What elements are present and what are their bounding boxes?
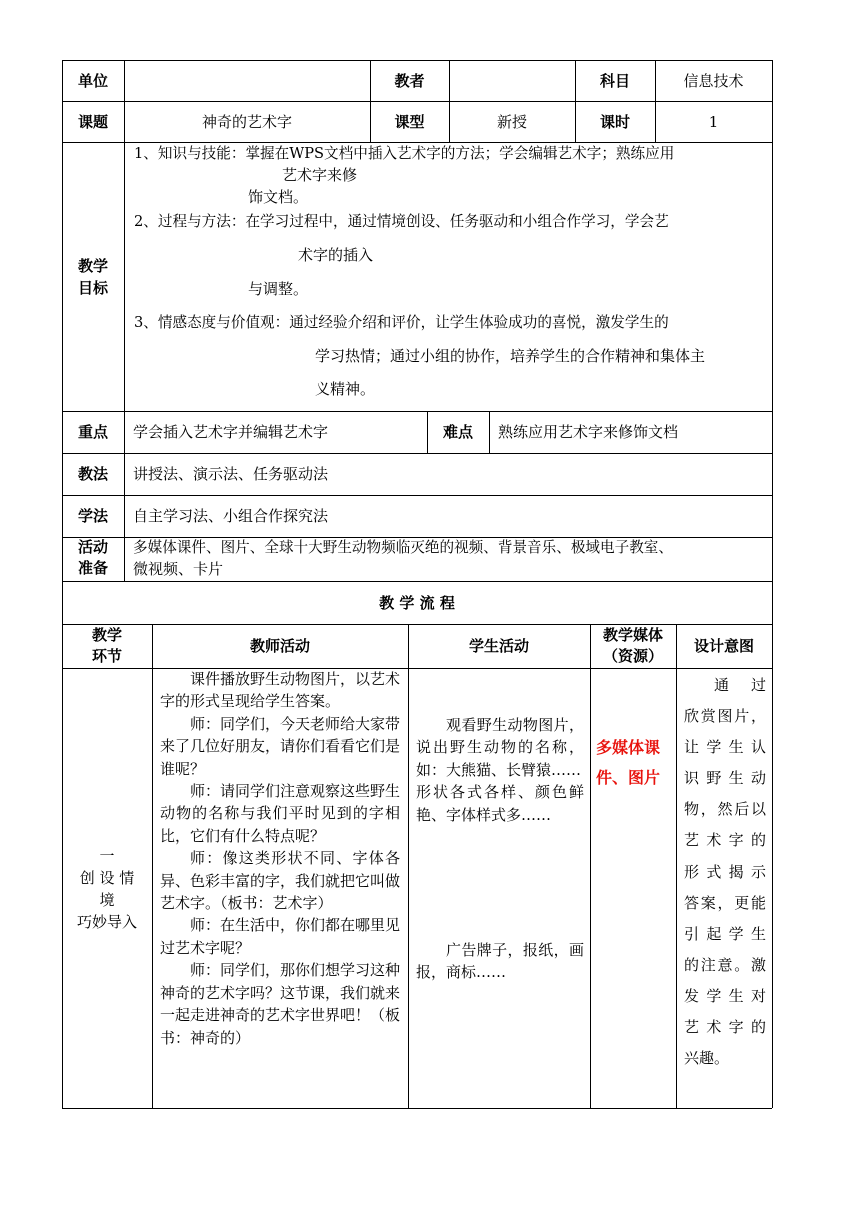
goal-line: 与调整。 <box>248 280 309 298</box>
intent-line: 答案，更能 <box>684 893 766 912</box>
teacher-label: 教者 <box>394 71 425 90</box>
learning-method-label: 学法 <box>77 507 108 525</box>
teacher-activity <box>160 668 400 1049</box>
intent-line: 欣赏图片， <box>684 707 766 726</box>
flow-title: 教 学 流 程 <box>379 593 455 612</box>
teacher-value <box>449 60 575 101</box>
teacher-paragraph: 师：请同学们注意观察这些野生动物的名称与我们平时见到的字相比，它们有什么特点呢？ <box>160 782 401 845</box>
subject-label: 科目 <box>599 71 630 90</box>
goal-line: 义精神。 <box>315 380 376 398</box>
student-text: 观看野生动物图片，说出野生动物的名称，如：大熊猫、长臂猿…… <box>416 716 584 779</box>
col-media-line2: （资源） <box>602 647 663 665</box>
prep-label-line2: 准备 <box>77 559 108 577</box>
design-intent <box>684 670 766 1074</box>
intent-line: 让 学 生 认 <box>684 738 766 757</box>
intent-line: 物，然后以 <box>684 800 766 819</box>
stage-line3: 境 <box>99 891 115 909</box>
teaching-method-label: 教法 <box>77 465 108 483</box>
difficulty-label: 难点 <box>442 423 473 441</box>
goals-label <box>62 255 124 299</box>
type-label: 课型 <box>394 112 425 131</box>
col-intent-header: 设计意图 <box>693 637 754 655</box>
intent-line: 发 学 生 对 <box>684 986 766 1005</box>
goals-label-line2: 目标 <box>77 279 108 297</box>
stage-line4: 巧妙导入 <box>76 913 137 931</box>
col-teacher-header: 教师活动 <box>249 637 310 655</box>
intent-line: 兴趣。 <box>684 1049 730 1068</box>
col-stage-header <box>62 624 152 668</box>
hours-label: 课时 <box>599 112 630 131</box>
media-line1: 多媒体课 <box>596 738 661 757</box>
media-resource <box>596 733 674 793</box>
student-activity-2 <box>416 939 584 984</box>
goal-line: 2、过程与方法：在学习过程中，通过情境创设、任务驱动和小组合作学习，学会艺 <box>134 213 669 230</box>
stage-line1: 一 <box>99 847 115 865</box>
col-student-header: 学生活动 <box>468 637 529 655</box>
topic-label: 课题 <box>77 112 108 131</box>
prep-value-line1: 多媒体课件、图片、全球十大野生动物频临灭绝的视频、背景音乐、极域电子教室、 <box>133 539 673 556</box>
goal-line: 1、知识与技能：掌握在WPS文档中插入艺术字的方法；学会编辑艺术字；熟练应用 <box>134 145 675 162</box>
intent-line: 识 野 生 动 <box>684 769 766 788</box>
goal-line: 学习热情；通过小组的协作，培养学生的合作精神和集体主 <box>315 347 706 365</box>
intent-line: 艺 术 字 的 <box>684 831 766 850</box>
topic-value: 神奇的艺术字 <box>201 112 292 131</box>
intent-line: 的注意。激 <box>684 955 766 974</box>
intent-line: 形 式 揭 示 <box>684 862 766 881</box>
prep-value-line2: 微视频、卡片 <box>133 560 224 578</box>
col-media-header <box>590 624 676 668</box>
goal-line: 3、情感态度与价值观：通过经验介绍和评价，让学生体验成功的喜悦，激发学生的 <box>134 314 669 331</box>
teacher-paragraph: 师：在生活中，你们都在哪里见过艺术字呢？ <box>160 916 401 957</box>
teaching-method-value: 讲授法、演示法、任务驱动法 <box>133 465 329 483</box>
col-stage-line2: 环节 <box>91 647 122 665</box>
hours-value: 1 <box>708 112 719 131</box>
unit-label: 单位 <box>77 71 108 90</box>
key-point-value: 学会插入艺术字并编辑艺术字 <box>133 423 329 441</box>
learning-method-value: 自主学习法、小组合作探究法 <box>133 507 329 525</box>
teacher-paragraph: 师：像这类形状不同、字体各异、色彩丰富的字，我们就把它叫做艺术字。（板书：艺术字） <box>160 849 401 913</box>
unit-value <box>124 60 370 101</box>
goal-line: 饰文档。 <box>248 188 309 206</box>
media-line2: 件、图片 <box>596 768 661 787</box>
intent-line: 艺 术 字 的 <box>684 1018 766 1037</box>
goal-line: 艺术字来修 <box>282 166 358 184</box>
stage-cell <box>62 845 152 933</box>
subject-value: 信息技术 <box>683 71 744 90</box>
type-value: 新授 <box>496 112 527 131</box>
student-activity-1 <box>416 714 584 826</box>
difficulty-value: 熟练应用艺术字来修饰文档 <box>498 423 679 441</box>
teacher-paragraph: 课件播放野生动物图片，以艺术字的形式呈现给学生答案。 <box>160 670 401 711</box>
key-point-label: 重点 <box>77 423 108 441</box>
prep-label-line1: 活动 <box>77 538 108 556</box>
student-text: 形状各式各样、颜色鲜艳、字体样式多…… <box>416 783 584 824</box>
col-stage-line1: 教学 <box>91 626 122 644</box>
goal-line: 术字的插入 <box>298 246 374 264</box>
teacher-paragraph: 师：同学们，那你们想学习这种神奇的艺术字吗？这节课，我们就来一起走进神奇的艺术字世界吧！（板书：神奇的） <box>160 961 401 1047</box>
col-media-line1: 教学媒体 <box>602 626 663 644</box>
teacher-paragraph: 师：同学们，今天老师给大家带来了几位好朋友，请你们看看它们是谁呢？ <box>160 714 401 778</box>
goals-label-line1: 教学 <box>77 257 108 275</box>
intent-line: 引 起 学 生 <box>684 924 766 943</box>
stage-line2: 创 设 情 <box>79 869 135 887</box>
student-text: 广告牌子，报纸，画报，商标…… <box>416 941 584 982</box>
prep-label <box>62 537 124 579</box>
intent-line: 通 过 <box>714 676 766 694</box>
